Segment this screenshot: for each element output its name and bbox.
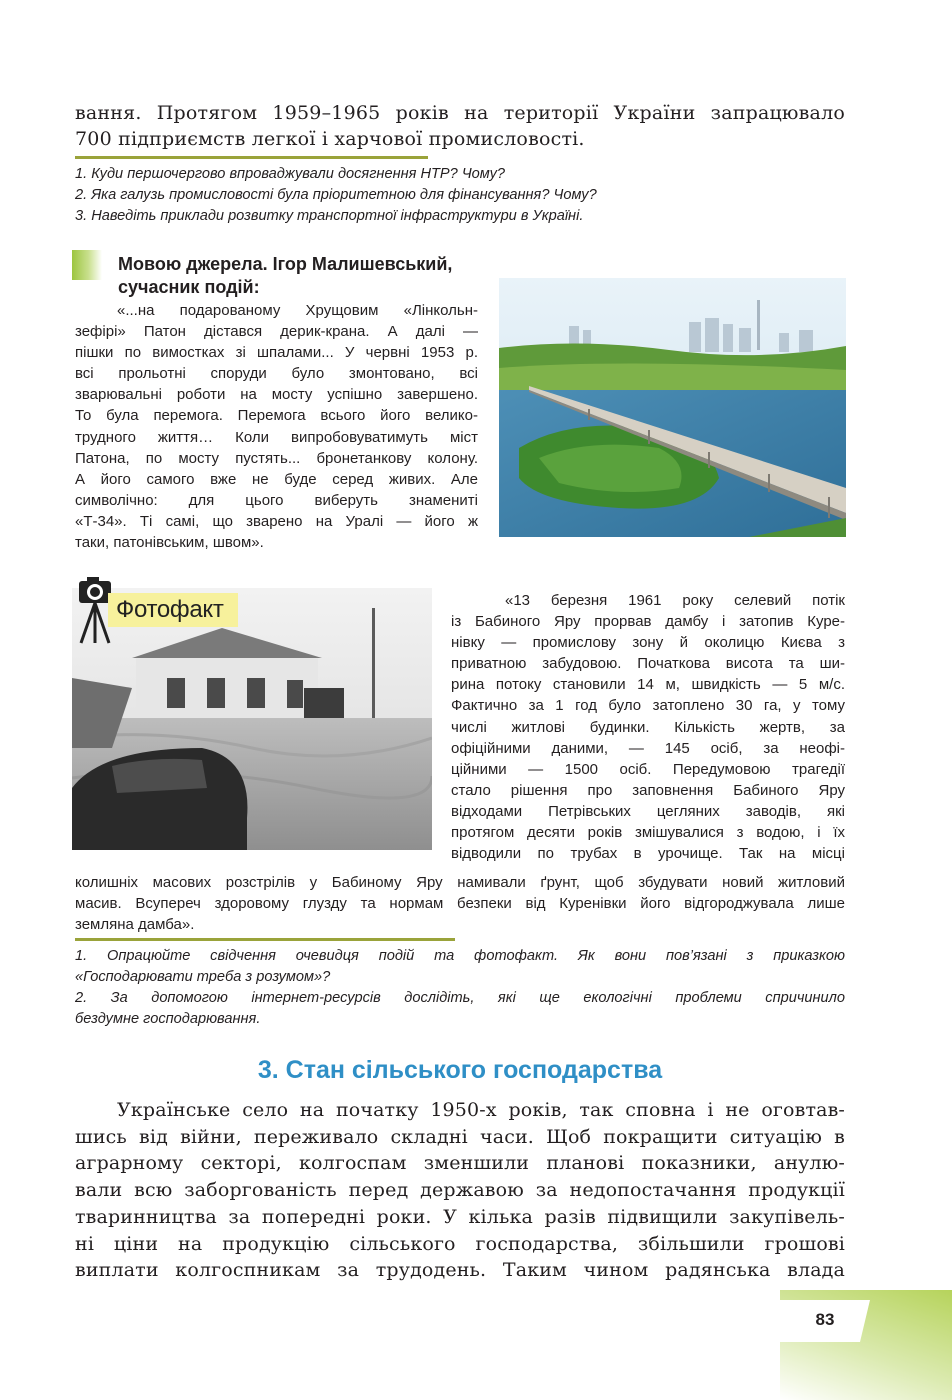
questions-list-2 (75, 946, 845, 1030)
source-marker-bar (72, 250, 102, 280)
divider-rule (75, 156, 428, 159)
question-item: бездумне господарювання. (75, 1011, 261, 1027)
question-item: 1. Куди першочергово впроваджували досягнення НТР? Чому? (75, 166, 506, 182)
bridge-photo (499, 278, 846, 537)
source-title: Мовою джерела. Ігор Малишевський, сучасник подій: (118, 254, 453, 297)
source-quote: «...на подарованому Хрущовим «Лінкольн- зефірі» Патон дістався дерик-крана. А далі — пішки по вимостках зі шпалами... У червні 1953 р. всі прольотні споруди було змонтовано, всі зварювальні роботи на мосту успішно завершено. То була перемога. Перемога всього його велико- трудного життя… Коли випробовуватимуть міст Патона, по мосту пустять... бронетанкову колону. А його самого вже не буде серед живих. Але символічно: для цього виберуть знамениті «Т-34». Ті самі, що зварено на Уралі — його ж таки, патонівським, швом». (75, 302, 478, 552)
paragraph-line: вання. Протягом 1959–1965 років на території України запрацювало (75, 102, 845, 124)
intro-paragraph (75, 100, 845, 152)
photofact-text: «13 березня 1961 року селевий потік із Бабиного Яру прорвав дамбу і затопив Куре- нівку — промислову зону й околицю Києва з приватною забудовою. Початкова висота та ши- рина потоку становили 14 м, швидкість — 5 м/с. Фактично за 1 год було затоплено 30 га, у тому числі житлові будинки. Кількість жертв, за офіційними даними, — 145 осіб, за неофі- ційними — 1500 осіб. Передумовою трагедії стало рішення про заповнення Бабиного Яру відходами Петрівських цегляних заводів, які протягом десяти років змішувалися з водою, і їх відводили по трубах в урочище. Так на місці (451, 592, 845, 863)
question-item: 3. Наведіть приклади розвитку транспортної інфраструктури в Україні. (75, 208, 584, 224)
photofact-text-continued: колишніх масових розстрілів у Бабиному Яру намивали ґрунт, щоб збудувати новий житловий масив. Всупереч здоровому глузду та нормам безпеки від Куренівки його відгороджувала лише земляна дамба». (75, 874, 845, 934)
question-item: 2. За допомогою інтернет-ресурсів дослідіть, які ще екологічні проблеми спричинило (75, 990, 845, 1006)
question-item: «Господарювати треба з розумом»? (75, 969, 331, 985)
page-number: 83 (815, 1310, 835, 1329)
question-item: 2. Яка галузь промисловості була пріоритетною для фінансування? Чому? (75, 187, 597, 203)
question-item: 1. Опрацюйте свідчення очевидця подій та фотофакт. Як вони пов’язані з приказкою (75, 948, 845, 964)
flood-photo (72, 588, 432, 850)
section-paragraph: Українське село на початку 1950-х років, так сповна і не оговтав- шись від війни, переживало складні часи. Щоб покращити ситуацію в аграрному секторі, колгоспам зменшили планові показники, анулю- вали всю заборгованість перед державою за недопостачання продукції тваринництва за попередні роки. У кілька разів підвищили закупівель- ні ціни на продукцію сільського господарства, збільшили грошові виплати колгоспникам за трудодень. Таким чином радянська влада (75, 1099, 845, 1282)
photofact-label: Фотофакт (108, 593, 238, 627)
paragraph-line: 700 підприємств легкої і харчової промисловості. (75, 128, 585, 150)
questions-list-1 (75, 164, 845, 227)
divider-rule (75, 938, 455, 941)
section-title: 3. Стан сільського господарства (257, 1056, 663, 1084)
